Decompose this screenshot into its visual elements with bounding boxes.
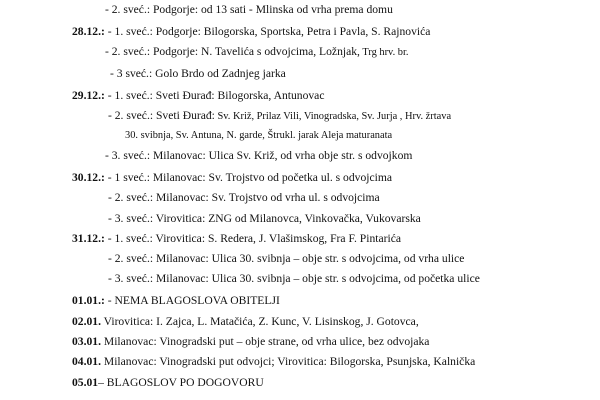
- line-text: Milanovac: Vinogradski put – obje strane, od vrha ulice, bez odvojaka: [100, 335, 430, 348]
- line-date: 02.01.: [72, 315, 101, 328]
- schedule-line: [72, 315, 419, 329]
- line-text: - 2. sveć.: Milanovac: Ulica 30. svibnja – obje str. s odvojcima, od vrha ulice: [108, 252, 465, 265]
- line-text: Virovitica: I. Zajca, L. Matačića, Z. Kunc, V. Lisinskog, J. Gotovca,: [100, 315, 419, 328]
- schedule-line: [72, 89, 324, 103]
- schedule-line: [105, 45, 408, 60]
- schedule-line: [72, 376, 264, 390]
- line-text: - 1. sveć.: Sveti Đurađ: Bilogorska, Antunovac: [104, 89, 325, 102]
- line-text: Milanovac: Vinogradski put odvojci; Virovitica: Bilogorska, Psunjska, Kalnička: [100, 355, 476, 368]
- schedule-line: [108, 272, 480, 286]
- line-text: - 2. sveć.: Podgorje: N. Tavelića s odvojcima, Ložnjak,: [105, 45, 360, 58]
- line-text: - 3. sveć.: Virovitica: ZNG od Milanovca, Vinkovačka, Vukovarska: [108, 212, 421, 225]
- line-date: 04.01.: [72, 355, 101, 368]
- schedule-line: [72, 25, 430, 39]
- line-text: - NEMA BLAGOSLOVA OBITELJI: [104, 294, 280, 307]
- line-date: 31.12.:: [72, 232, 105, 245]
- line-date: 01.01.:: [72, 294, 105, 307]
- schedule-line: [72, 294, 280, 308]
- schedule-line: [108, 109, 451, 124]
- schedule-line: [110, 67, 286, 81]
- line-text: - 1 sveć.: Milanovac: Sv. Trojstvo od početka ul. s odvojcima: [104, 171, 392, 184]
- schedule-line: [125, 128, 392, 143]
- line-date: 29.12.:: [72, 89, 105, 102]
- line-text-small: Trg hrv. br.: [359, 47, 409, 58]
- schedule-line: [72, 355, 475, 369]
- schedule-line: [72, 335, 429, 349]
- line-text: - 3. sveć.: Milanovac: Ulica Sv. Križ, od vrha obje str. s odvojkom: [105, 149, 413, 162]
- schedule-line: [72, 232, 401, 246]
- schedule-line: [108, 191, 380, 205]
- line-text: - 3. sveć.: Milanovac: Ulica 30. svibnja – obje str. s odvojcima, od početka ulice: [108, 272, 480, 285]
- schedule-line: [108, 212, 421, 226]
- line-text-small: 30. svibnja, Sv. Antuna, N. garde, Štrukl. jarak Aleja maturanata: [125, 130, 393, 141]
- line-text: - 1. sveć.: Podgorje: Bilogorska, Sportska, Petra i Pavla, S. Rajnovića: [104, 25, 431, 38]
- line-text: - 3 sveć.: Golo Brdo od Zadnjeg jarka: [110, 67, 286, 80]
- line-date: 03.01.: [72, 335, 101, 348]
- line-text: - 2. sveć.: Milanovac: Sv. Trojstvo od vrha ul. s odvojcima: [108, 191, 380, 204]
- line-text: - 2. sveć.: Sveti Đurađ:: [108, 109, 215, 122]
- line-text-small: Sv. Križ, Prilaz Vili, Vinogradska, Sv. Jurja , Hrv. žrtava: [214, 111, 452, 122]
- line-date: 30.12.:: [72, 171, 105, 184]
- schedule-line: [105, 149, 412, 163]
- schedule-line: [72, 171, 392, 185]
- schedule-line: [105, 3, 393, 17]
- line-text: - 2. sveć.: Podgorje: od 13 sati - Mlinska od vrha prema domu: [105, 3, 393, 16]
- line-text: - 1. sveć.: Virovitica: S. Redera, J. Vlašimskog, Fra F. Pintarića: [104, 232, 401, 245]
- line-text: – BLAGOSLOV PO DOGOVORU: [98, 376, 264, 389]
- line-date: 28.12.:: [72, 25, 105, 38]
- line-date: 05.01: [72, 376, 99, 389]
- schedule-line: [108, 252, 464, 266]
